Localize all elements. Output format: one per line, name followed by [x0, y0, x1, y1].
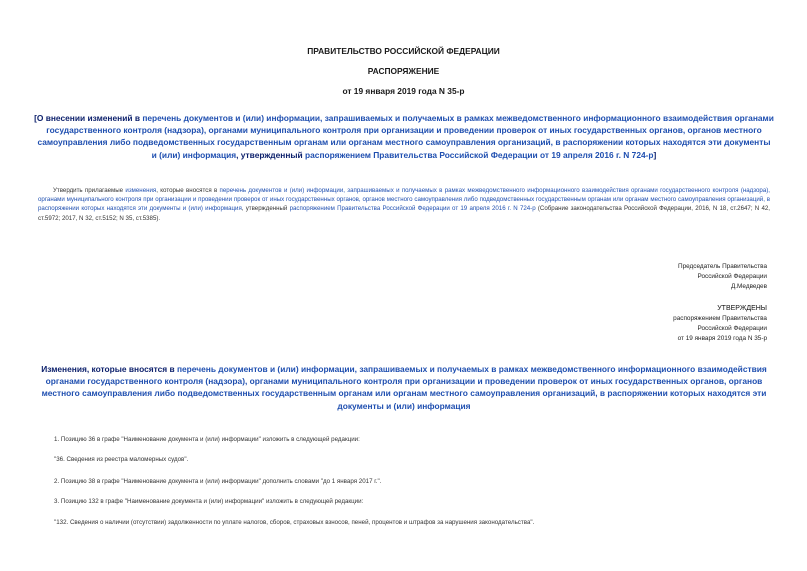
signature-name: Д.Медведев [730, 283, 767, 290]
signature-block [678, 262, 767, 292]
document-type: РАСПОРЯЖЕНИЕ [367, 66, 440, 76]
body-text-1: Утвердить прилагаемые [53, 187, 126, 194]
list-link[interactable]: перечень документов и (или) информации, запрашиваемых и получаемых в рамках межведомственного информационного взаимодействия органами государственного контроля (надзора), органами муниципального контроля при организации и проведении проверок от иных государственных органов, органов местного самоуправления либо подведомственных государственным органам или органам местного самоуправления организаций, в распоряжении которых находятся эти документы и (или) информация [38, 187, 771, 213]
document-title [34, 112, 774, 161]
document-date: от 19 января 2019 года N 35-р [342, 86, 465, 96]
body-paragraph [38, 186, 770, 223]
signature-country: Российской Федерации [697, 273, 767, 280]
list-item: 2. Позицию 38 в графе "Наименование документа и (или) информации" дополнить словами "до 1 января 2017 г.". [54, 478, 382, 485]
changes-title-open: Изменения, которые вносятся в [41, 364, 177, 374]
body-text-4: (Собрание законодательства Российской Федерации, 2016, N 18, ст.2647; N 42, ст.5972; 2017, N 32, ст.5152; N 35, ст.5385). [38, 205, 770, 222]
title-close: ] [653, 149, 657, 160]
approval-block [673, 304, 767, 344]
list-item: 1. Позицию 36 в графе "Наименование документа и (или) информации" изложить в следующей редакции: [54, 436, 360, 443]
list-item: "36. Сведения из реестра маломерных судов". [54, 456, 189, 463]
title-mid: , утвержденный [236, 149, 306, 160]
changes-title-link[interactable]: перечень документов и (или) информации, запрашиваемых и получаемых в рамках межведомственного информационного взаимодействия органами государственного контроля (надзора), органами муниципального контроля при организации и проведении проверок от иных государственных органов, органов местного самоуправления либо подведомственных государственным органам или органам местного самоуправления организаций, в распоряжении которых находятся эти документы и (или) информация [41, 364, 767, 411]
approval-heading: УТВЕРЖДЕНЫ [717, 305, 767, 312]
list-item: 3. Позицию 132 в графе "Наименование документа и (или) информации" изложить в следующей редакции: [54, 498, 364, 505]
approval-line-1: распоряжением Правительства [673, 315, 767, 322]
approval-line-3: от 19 января 2019 года N 35-р [677, 335, 767, 342]
order-link[interactable]: распоряжением Правительства Российской Федерации от 19 апреля 2016 г. N 724-р [289, 205, 536, 213]
title-order-link[interactable]: распоряжением Правительства Российской Федерации от 19 апреля 2016 г. N 724-р [305, 149, 654, 160]
body-text-2: , которые вносятся в [156, 187, 220, 194]
changes-title [34, 363, 774, 412]
signature-position: Председатель Правительства [678, 263, 767, 270]
approval-line-2: Российской Федерации [697, 325, 767, 332]
title-open: [О внесении изменений в [34, 113, 143, 123]
changes-link[interactable]: изменения [125, 187, 157, 194]
body-text-3: , утвержденный [241, 205, 290, 213]
government-heading: ПРАВИТЕЛЬСТВО РОССИЙСКОЙ ФЕДЕРАЦИИ [307, 46, 500, 56]
list-item: "132. Сведения о наличии (отсутствии) задолженности по уплате налогов, сборов, страховых взносов, пеней, процентов и штрафов за нарушения законодательства". [54, 519, 535, 526]
title-list-link[interactable]: перечень документов и (или) информации, запрашиваемых и получаемых в рамках межведомственного информационного взаимодействия органами государственного контроля (надзора), органами муниципального контроля при организации и проведении проверок от иных государственных органов, органов местного самоуправления либо подведомственных государственным органам или органам местного самоуправления организаций, в распоряжении которых находятся эти документы и (или) информация [37, 113, 774, 160]
